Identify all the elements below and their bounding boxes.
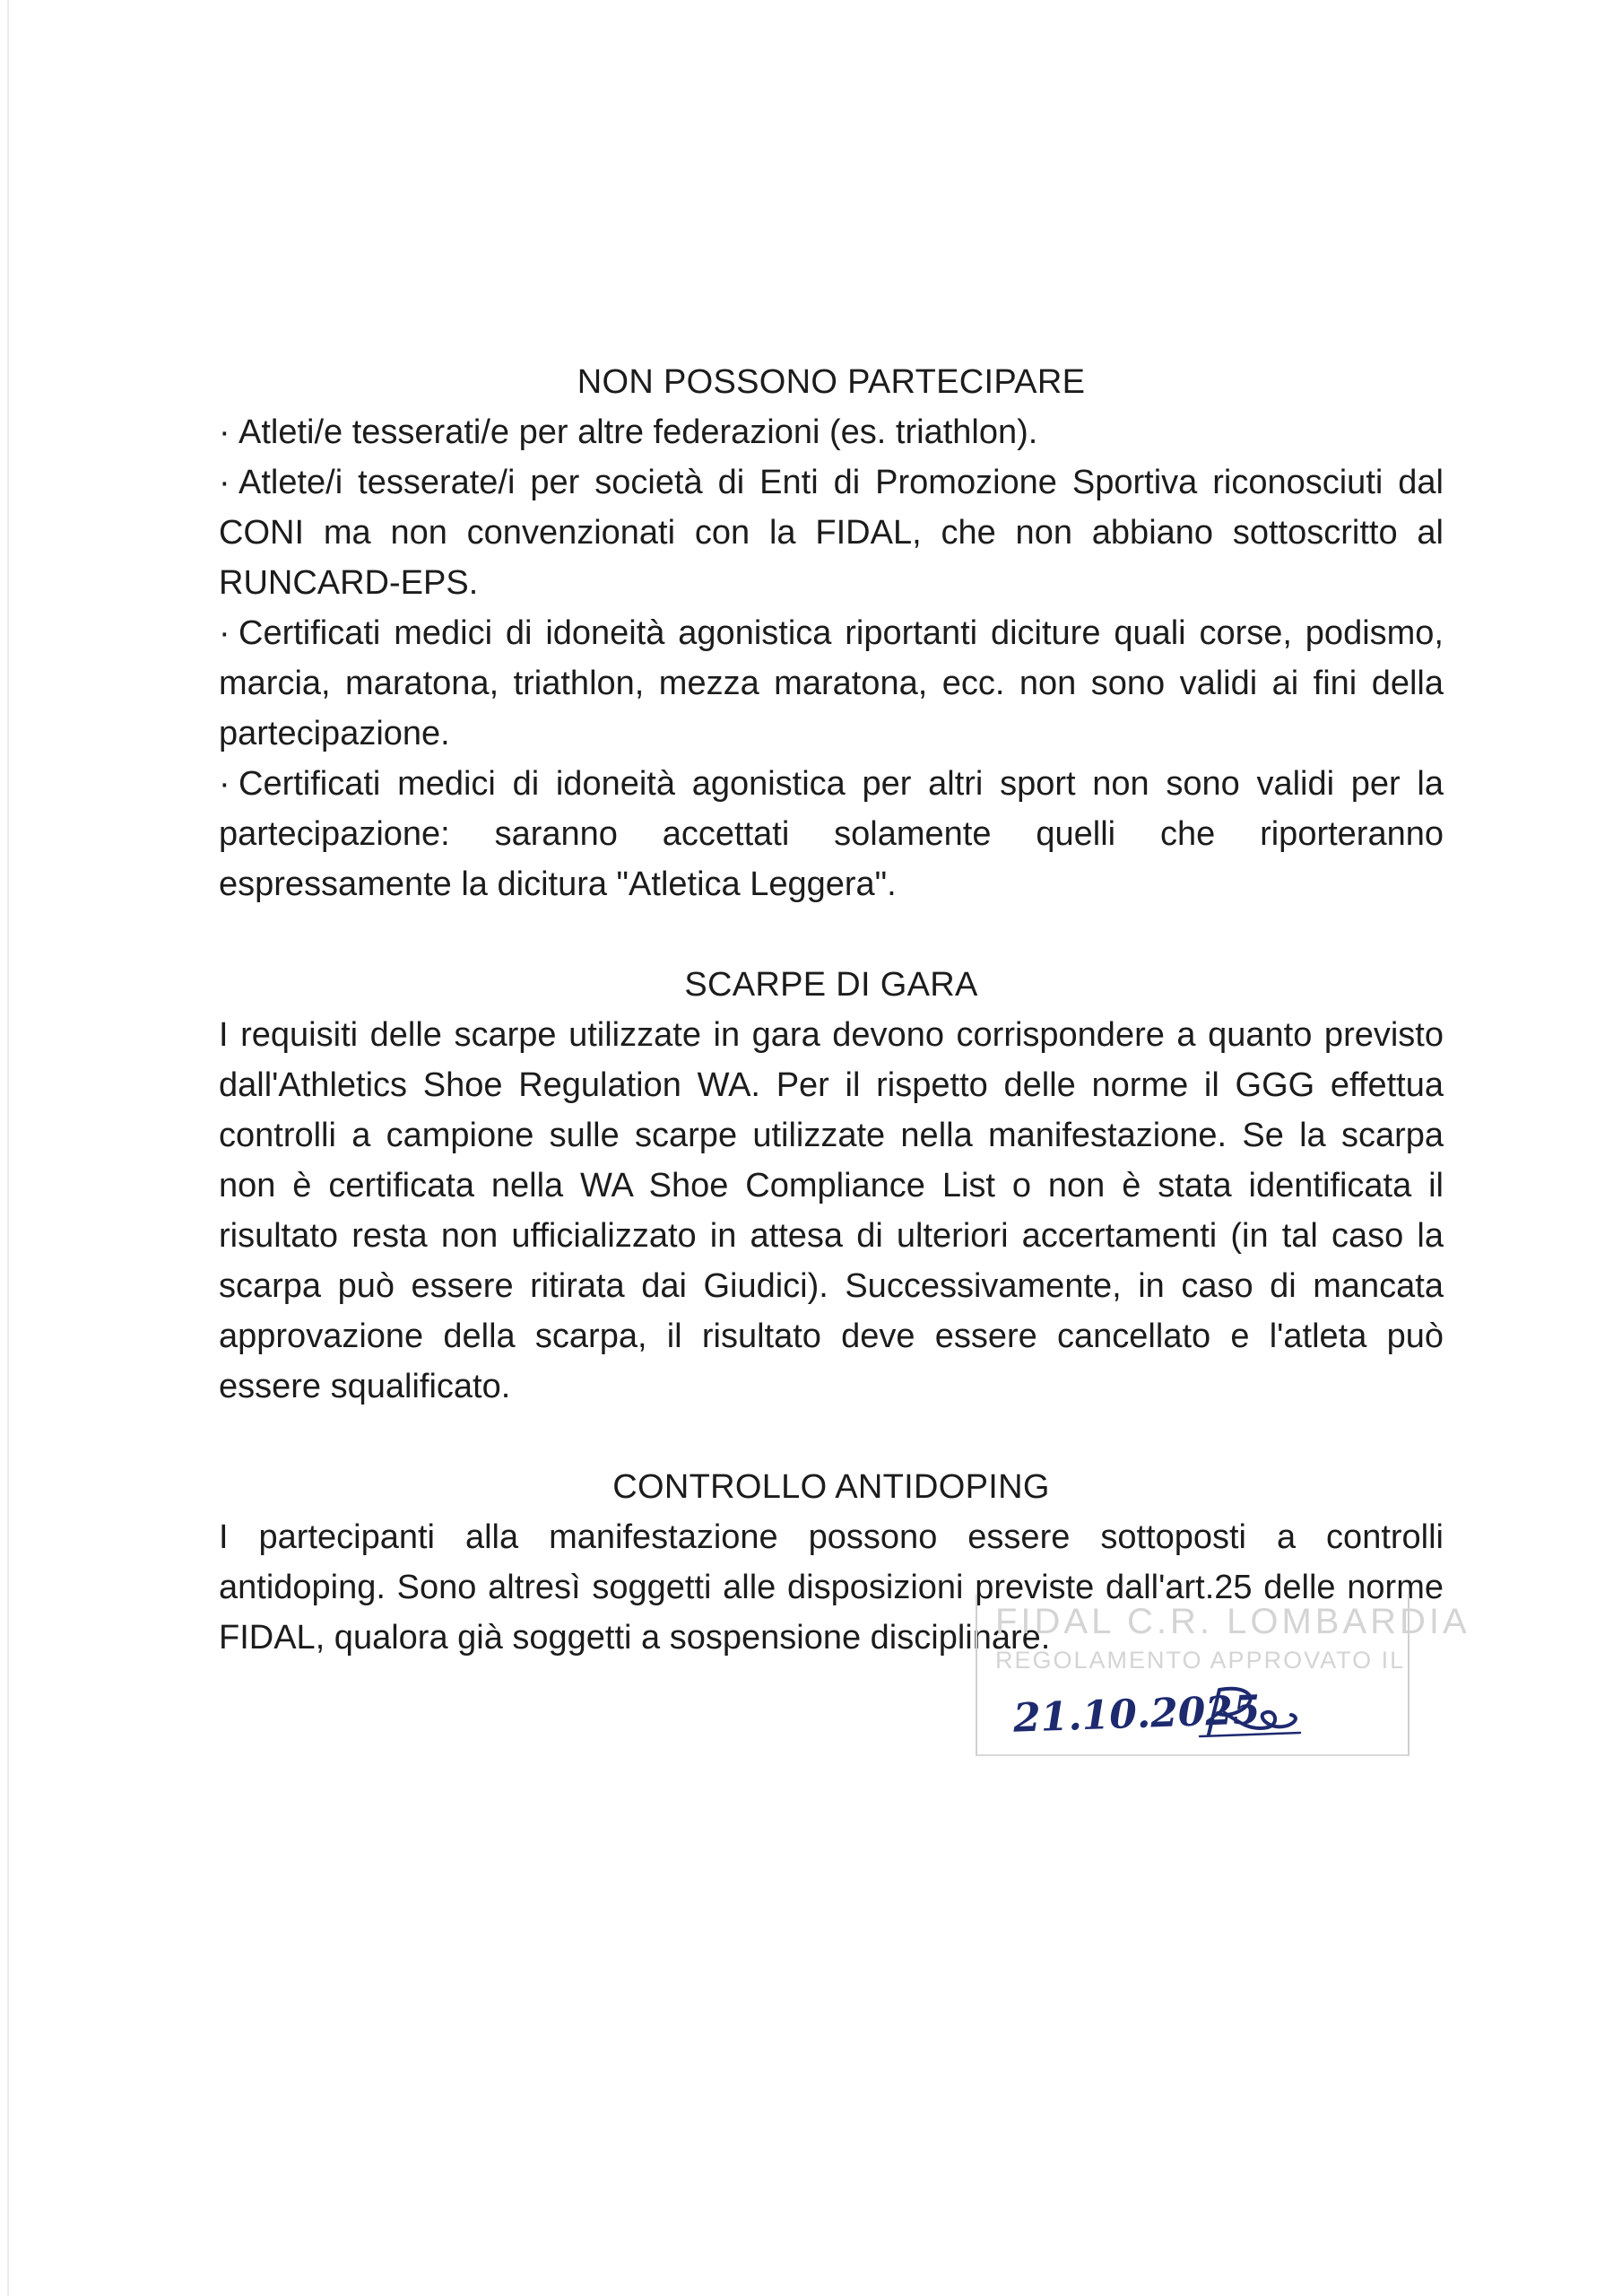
stamp-line-approval: REGOLAMENTO APPROVATO IL [995,1647,1406,1674]
bullet-text: Atlete/i tesserate/i per società di Enti di Promozione Sportiva riconosciuti dal CONI ma non convenzionati con la FIDAL, che non abbiano sottoscritto al RUNCARD-EPS. [219,464,1444,602]
paragraph-controllo-antidoping: I partecipanti alla manifestazione possono essere sottoposti a controlli antidoping. Sono altresì soggetti alle disposizioni previste dall'art.25 delle norme FIDAL, qualora già soggetti a sospensione disciplinare. [219,1518,1444,1657]
bullet-text: Atleti/e tesserati/e per altre federazioni (es. triathlon). [239,413,1038,451]
page-edge [7,0,9,2296]
bullet-dot: · [219,614,230,652]
bullet-item [219,608,1444,759]
bullet-item [219,457,1444,608]
bullet-dot: · [219,413,230,451]
signature-icon [1193,1681,1309,1744]
bullet-item [219,759,1444,909]
bullet-dot: · [219,765,230,803]
stamp-handwritten-date: 21.10.2025 [1012,1687,1262,1742]
section-gap [219,1412,1444,1462]
paragraph-scarpe-di-gara: I requisiti delle scarpe utilizzate in gara devono corrispondere a quanto previsto dall'Athletics Shoe Regulation WA. Per il rispetto delle norme il GGG effettua controlli a campione sulle scarpe utilizzate nella manifestazione. Se la scarpa non è certificata nella WA Shoe Compliance List o non è stata identificata il risultato resta non ufficializzato in attesa di ulteriori accertamenti (in tal caso la scarpa può essere ritirata dai Giudici). Successivamente, in caso di mancata approvazione della scarpa, il risultato deve essere cancellato e l'atleta può essere squalificato. [219,1016,1444,1405]
section-gap [219,909,1444,960]
document-body [219,357,1444,1663]
bullet-text: Certificati medici di idoneità agonistica per altri sport non sono validi per la partecipazione: saranno accettati solamente quelli che riporteranno espressamente la dicitura "Atletica Leggera". [219,765,1444,903]
section-title-controllo-antidoping: CONTROLLO ANTIDOPING [612,1468,1050,1506]
section-title-non-possono-partecipare: NON POSSONO PARTECIPARE [577,363,1086,401]
bullet-item [219,407,1444,457]
section-title-scarpe-di-gara: SCARPE DI GARA [684,966,978,1004]
stamp-line-organization: FIDAL C.R. LOMBARDIA [995,1602,1470,1641]
bullet-text: Certificati medici di idoneità agonistica riportanti diciture quali corse, podismo, marcia, maratona, triathlon, mezza maratona, ecc. non sono validi ai fini della partecipazione. [219,614,1444,752]
bullet-dot: · [219,464,230,501]
approval-stamp [976,1595,1470,1756]
